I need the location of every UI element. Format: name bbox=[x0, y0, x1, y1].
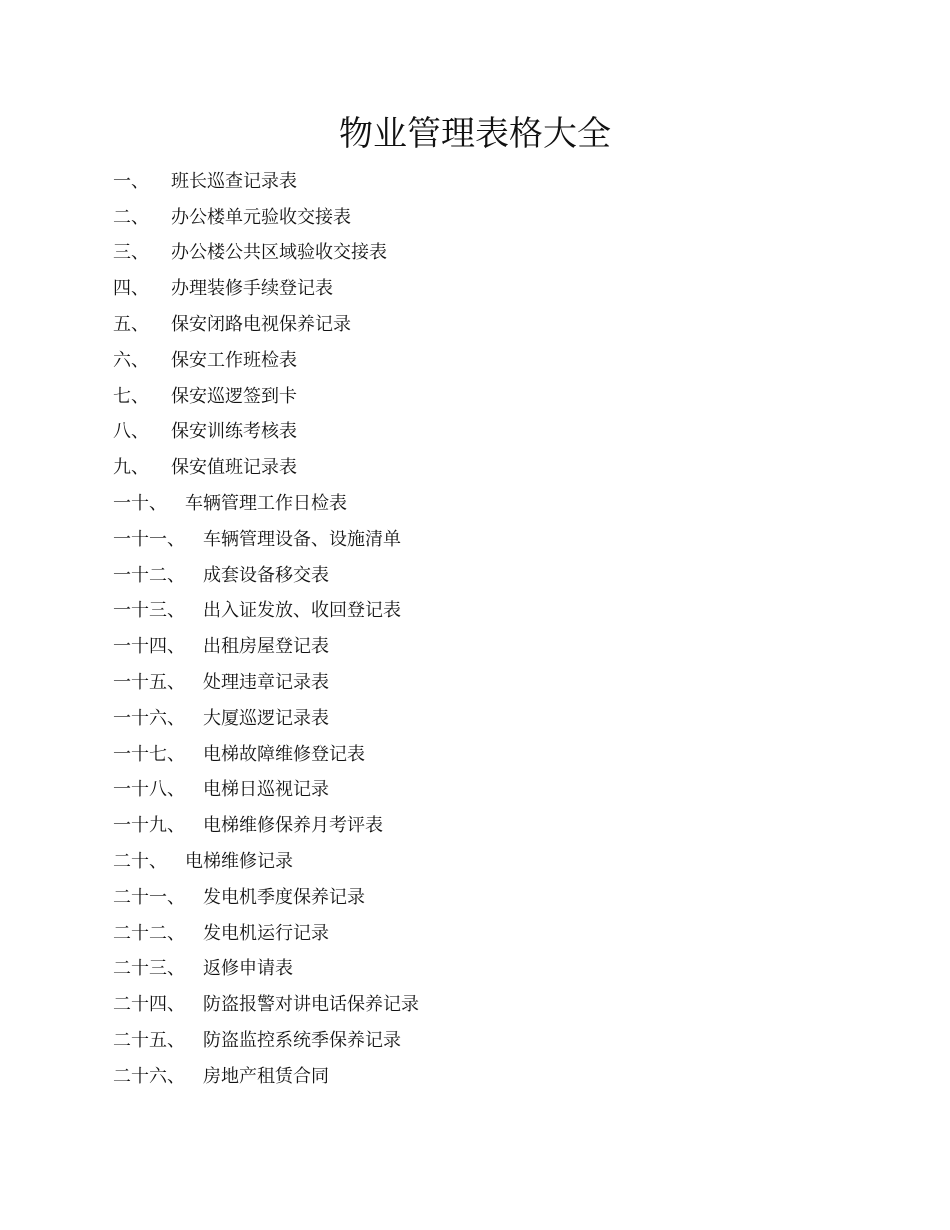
list-item-label: 防盗监控系统季保养记录 bbox=[203, 1030, 401, 1052]
list-item-number: 六、 bbox=[113, 349, 149, 371]
list-item-number: 七、 bbox=[113, 385, 149, 407]
list-item-number: 二、 bbox=[113, 206, 149, 228]
list-item-label: 发电机运行记录 bbox=[203, 922, 329, 944]
list-item-label: 电梯故障维修登记表 bbox=[203, 743, 365, 765]
list-item-label: 电梯日巡视记录 bbox=[203, 779, 329, 801]
list-item-number: 三、 bbox=[113, 242, 149, 264]
list-item-label: 成套设备移交表 bbox=[203, 564, 329, 586]
document-title: 物业管理表格大全 bbox=[339, 114, 611, 154]
list-item-number: 一十六、 bbox=[113, 707, 185, 729]
list-item-number: 四、 bbox=[113, 278, 149, 300]
list-item-label: 出入证发放、收回登记表 bbox=[203, 600, 401, 622]
list-item-number: 一十二、 bbox=[113, 564, 185, 586]
list-item-number: 一十三、 bbox=[113, 600, 185, 622]
list-item bbox=[113, 1021, 873, 1057]
table-of-contents bbox=[113, 162, 873, 1093]
list-item-label: 大厦巡逻记录表 bbox=[203, 707, 329, 729]
list-item-number: 一十八、 bbox=[113, 779, 185, 801]
list-item-label: 班长巡查记录表 bbox=[171, 170, 297, 192]
list-item-label: 返修申请表 bbox=[203, 958, 293, 980]
list-item bbox=[113, 198, 873, 234]
list-item-number: 一十五、 bbox=[113, 672, 185, 694]
list-item-number: 八、 bbox=[113, 421, 149, 443]
list-item bbox=[113, 806, 873, 842]
list-item bbox=[113, 699, 873, 735]
list-item-label: 车辆管理设备、设施清单 bbox=[203, 528, 401, 550]
list-item bbox=[113, 377, 873, 413]
list-item bbox=[113, 520, 873, 556]
list-item-number: 九、 bbox=[113, 457, 149, 479]
list-item-label: 保安闭路电视保养记录 bbox=[171, 314, 351, 336]
list-item-label: 出租房屋登记表 bbox=[203, 636, 329, 658]
list-item-number: 二十二、 bbox=[113, 922, 185, 944]
list-item-label: 办理装修手续登记表 bbox=[171, 278, 333, 300]
list-item bbox=[113, 269, 873, 305]
list-item-number: 一十一、 bbox=[113, 528, 185, 550]
list-item-number: 二十六、 bbox=[113, 1065, 185, 1087]
list-item-number: 一十九、 bbox=[113, 815, 185, 837]
list-item-number: 一十七、 bbox=[113, 743, 185, 765]
list-item bbox=[113, 556, 873, 592]
list-item bbox=[113, 162, 873, 198]
list-item-number: 一十四、 bbox=[113, 636, 185, 658]
list-item-number: 一十、 bbox=[113, 493, 167, 515]
list-item-number: 二十一、 bbox=[113, 886, 185, 908]
list-item-number: 二十、 bbox=[113, 851, 167, 873]
list-item-label: 保安工作班检表 bbox=[171, 349, 297, 371]
list-item-number: 二十三、 bbox=[113, 958, 185, 980]
list-item-label: 保安巡逻签到卡 bbox=[171, 385, 297, 407]
list-item bbox=[113, 234, 873, 270]
list-item-label: 车辆管理工作日检表 bbox=[185, 493, 347, 515]
list-item bbox=[113, 341, 873, 377]
list-item bbox=[113, 985, 873, 1021]
list-item-label: 房地产租赁合同 bbox=[203, 1065, 329, 1087]
list-item bbox=[113, 592, 873, 628]
list-item bbox=[113, 448, 873, 484]
list-item bbox=[113, 663, 873, 699]
list-item bbox=[113, 413, 873, 449]
list-item-label: 处理违章记录表 bbox=[203, 672, 329, 694]
list-item bbox=[113, 950, 873, 986]
list-item-label: 办公楼公共区域验收交接表 bbox=[171, 242, 387, 264]
list-item bbox=[113, 1057, 873, 1093]
list-item-label: 防盗报警对讲电话保养记录 bbox=[203, 994, 419, 1016]
list-item-label: 保安训练考核表 bbox=[171, 421, 297, 443]
list-item bbox=[113, 878, 873, 914]
list-item bbox=[113, 484, 873, 520]
list-item bbox=[113, 914, 873, 950]
list-item bbox=[113, 735, 873, 771]
list-item bbox=[113, 771, 873, 807]
list-item-label: 电梯维修记录 bbox=[185, 851, 293, 873]
list-item-label: 发电机季度保养记录 bbox=[203, 886, 365, 908]
list-item-number: 一、 bbox=[113, 170, 149, 192]
list-item bbox=[113, 627, 873, 663]
list-item-label: 办公楼单元验收交接表 bbox=[171, 206, 351, 228]
list-item-number: 二十五、 bbox=[113, 1030, 185, 1052]
list-item-label: 保安值班记录表 bbox=[171, 457, 297, 479]
list-item-number: 五、 bbox=[113, 314, 149, 336]
list-item-label: 电梯维修保养月考评表 bbox=[203, 815, 383, 837]
list-item bbox=[113, 842, 873, 878]
list-item-number: 二十四、 bbox=[113, 994, 185, 1016]
list-item bbox=[113, 305, 873, 341]
